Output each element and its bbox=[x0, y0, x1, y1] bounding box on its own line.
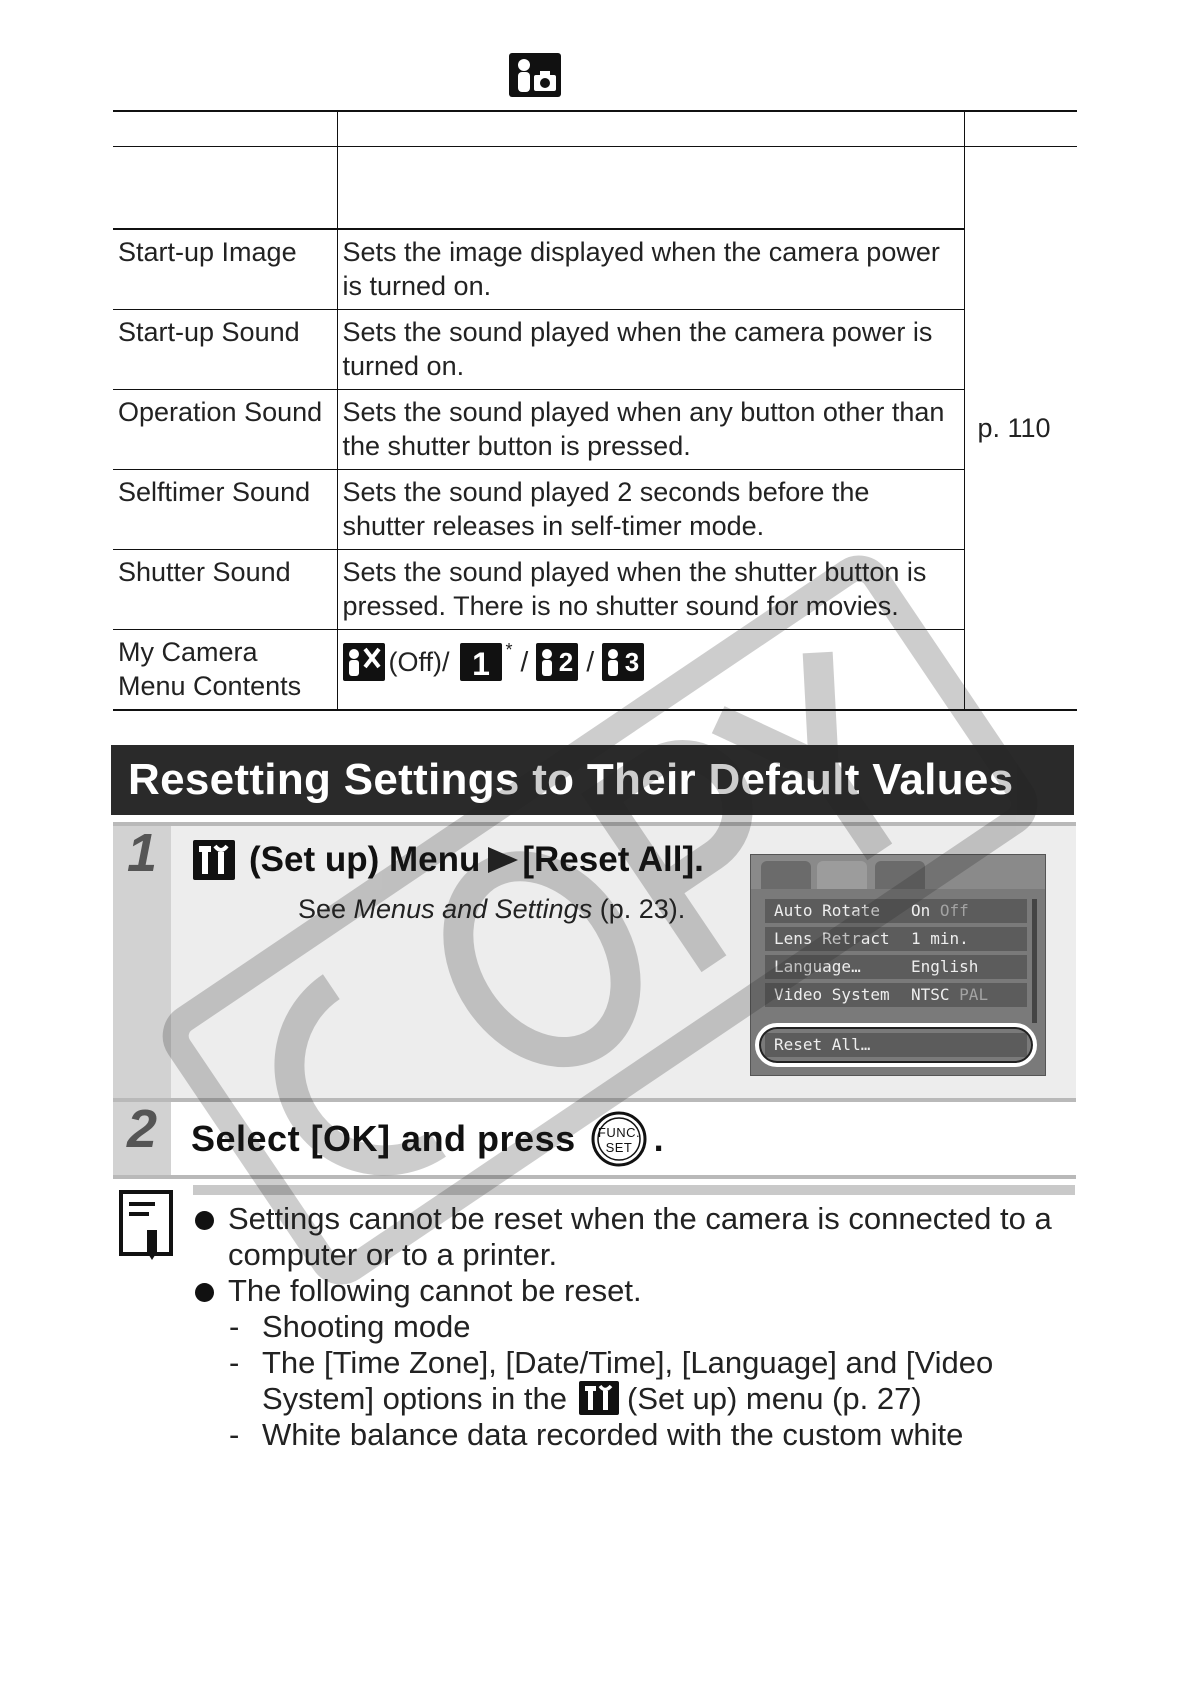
note-sub-item: - Shooting mode bbox=[193, 1309, 1083, 1345]
icon-number: 1 bbox=[471, 646, 490, 681]
mycamera-3-icon bbox=[602, 643, 644, 681]
page-ref: p. 110 bbox=[964, 147, 1077, 711]
arrow-right-icon bbox=[486, 845, 520, 875]
func-set-button-icon bbox=[590, 1110, 648, 1168]
menu-label: (Set up) Menu bbox=[249, 840, 481, 879]
note-bullet: The following cannot be reset. bbox=[193, 1273, 1083, 1309]
note-bullet: Settings cannot be reset when the camera is connected to a computer or to a printer. bbox=[193, 1201, 1083, 1273]
note-divider bbox=[193, 1185, 1075, 1195]
footnote-star: * bbox=[505, 640, 513, 660]
table-row bbox=[113, 310, 1077, 390]
setting-name: Selftimer Sound bbox=[113, 470, 337, 550]
see-title: Menus and Settings bbox=[353, 894, 593, 924]
table-row bbox=[113, 147, 1077, 230]
lcd-row: Auto Rotate On Off bbox=[765, 899, 1027, 923]
mycamera-off-icon bbox=[343, 643, 385, 681]
lcd-row: Language… English bbox=[765, 955, 1027, 979]
setup-tab-icon bbox=[817, 861, 867, 889]
separator: / bbox=[586, 646, 595, 677]
lcd-row-selected: Reset All… bbox=[765, 1033, 1027, 1057]
selection-highlight bbox=[755, 1023, 1037, 1067]
see-reference: See Menus and Settings (p. 23). bbox=[298, 894, 686, 924]
section-title: Resetting Settings to Their Default Values bbox=[111, 745, 1074, 815]
mycamera-1-icon bbox=[460, 643, 502, 681]
setup-tools-icon bbox=[579, 1381, 619, 1415]
table-row bbox=[113, 229, 1077, 310]
menu-target: [Reset All]. bbox=[522, 840, 704, 879]
camera-tab-icon bbox=[761, 861, 811, 889]
icon-number: 3 bbox=[624, 647, 640, 677]
camera-lcd-screenshot bbox=[750, 854, 1046, 1076]
icon-number: 2 bbox=[559, 647, 574, 677]
table-row bbox=[113, 390, 1077, 470]
table-header-row bbox=[113, 111, 1077, 147]
setting-name: Shutter Sound bbox=[113, 550, 337, 630]
settings-table bbox=[113, 110, 1077, 711]
set-label: SET bbox=[605, 1140, 633, 1155]
table-row bbox=[113, 630, 1077, 711]
mycamera-tab-icon bbox=[875, 861, 925, 889]
notes bbox=[193, 1201, 1083, 1453]
step-2-period: . bbox=[653, 1118, 665, 1159]
lcd-row: Lens Retract 1 min. bbox=[765, 927, 1027, 951]
setting-name: My Camera Menu Contents bbox=[113, 630, 337, 711]
table-row bbox=[113, 550, 1077, 630]
step-2 bbox=[113, 1098, 1076, 1175]
mycamera-off-label: (Off)/ bbox=[388, 647, 450, 677]
lcd-row: Video System NTSC PAL bbox=[765, 983, 1027, 1007]
step-number: 1 bbox=[127, 823, 158, 883]
func-label: FUNC. bbox=[597, 1125, 640, 1140]
setting-description: Sets the sound played when any button other than the shutter button is pressed. bbox=[337, 390, 964, 470]
step-2-text: Select [OK] and press bbox=[191, 1118, 576, 1159]
table-row bbox=[113, 470, 1077, 550]
note-icon bbox=[119, 1190, 173, 1260]
step-1 bbox=[113, 822, 1076, 1098]
my-camera-icon bbox=[509, 53, 561, 97]
note-sub-item: - The [Time Zone], [Date/Time], [Language] and [Video System] options in the (Set up) menu (p. 27) bbox=[193, 1345, 1083, 1417]
setup-tools-icon bbox=[193, 840, 235, 880]
setting-description: Sets the sound played when the shutter button is pressed. There is no shutter sound for movies. bbox=[337, 550, 964, 630]
mycamera-2-icon bbox=[536, 643, 578, 681]
setting-description: Sets the sound played 2 seconds before the shutter releases in self-timer mode. bbox=[337, 470, 964, 550]
step-1-title bbox=[193, 840, 704, 880]
setting-name: Start-up Sound bbox=[113, 310, 337, 390]
setting-name: Start-up Image bbox=[113, 229, 337, 310]
step-number: 2 bbox=[127, 1099, 158, 1159]
separator: / bbox=[520, 646, 529, 677]
step-2-title bbox=[191, 1110, 664, 1168]
note-sub-item: - White balance data recorded with the custom white bbox=[193, 1417, 1083, 1453]
mycamera-options bbox=[337, 630, 964, 711]
setting-description: Sets the sound played when the camera power is turned on. bbox=[337, 310, 964, 390]
setting-description: Sets the image displayed when the camera power is turned on. bbox=[337, 229, 964, 310]
setting-name: Operation Sound bbox=[113, 390, 337, 470]
